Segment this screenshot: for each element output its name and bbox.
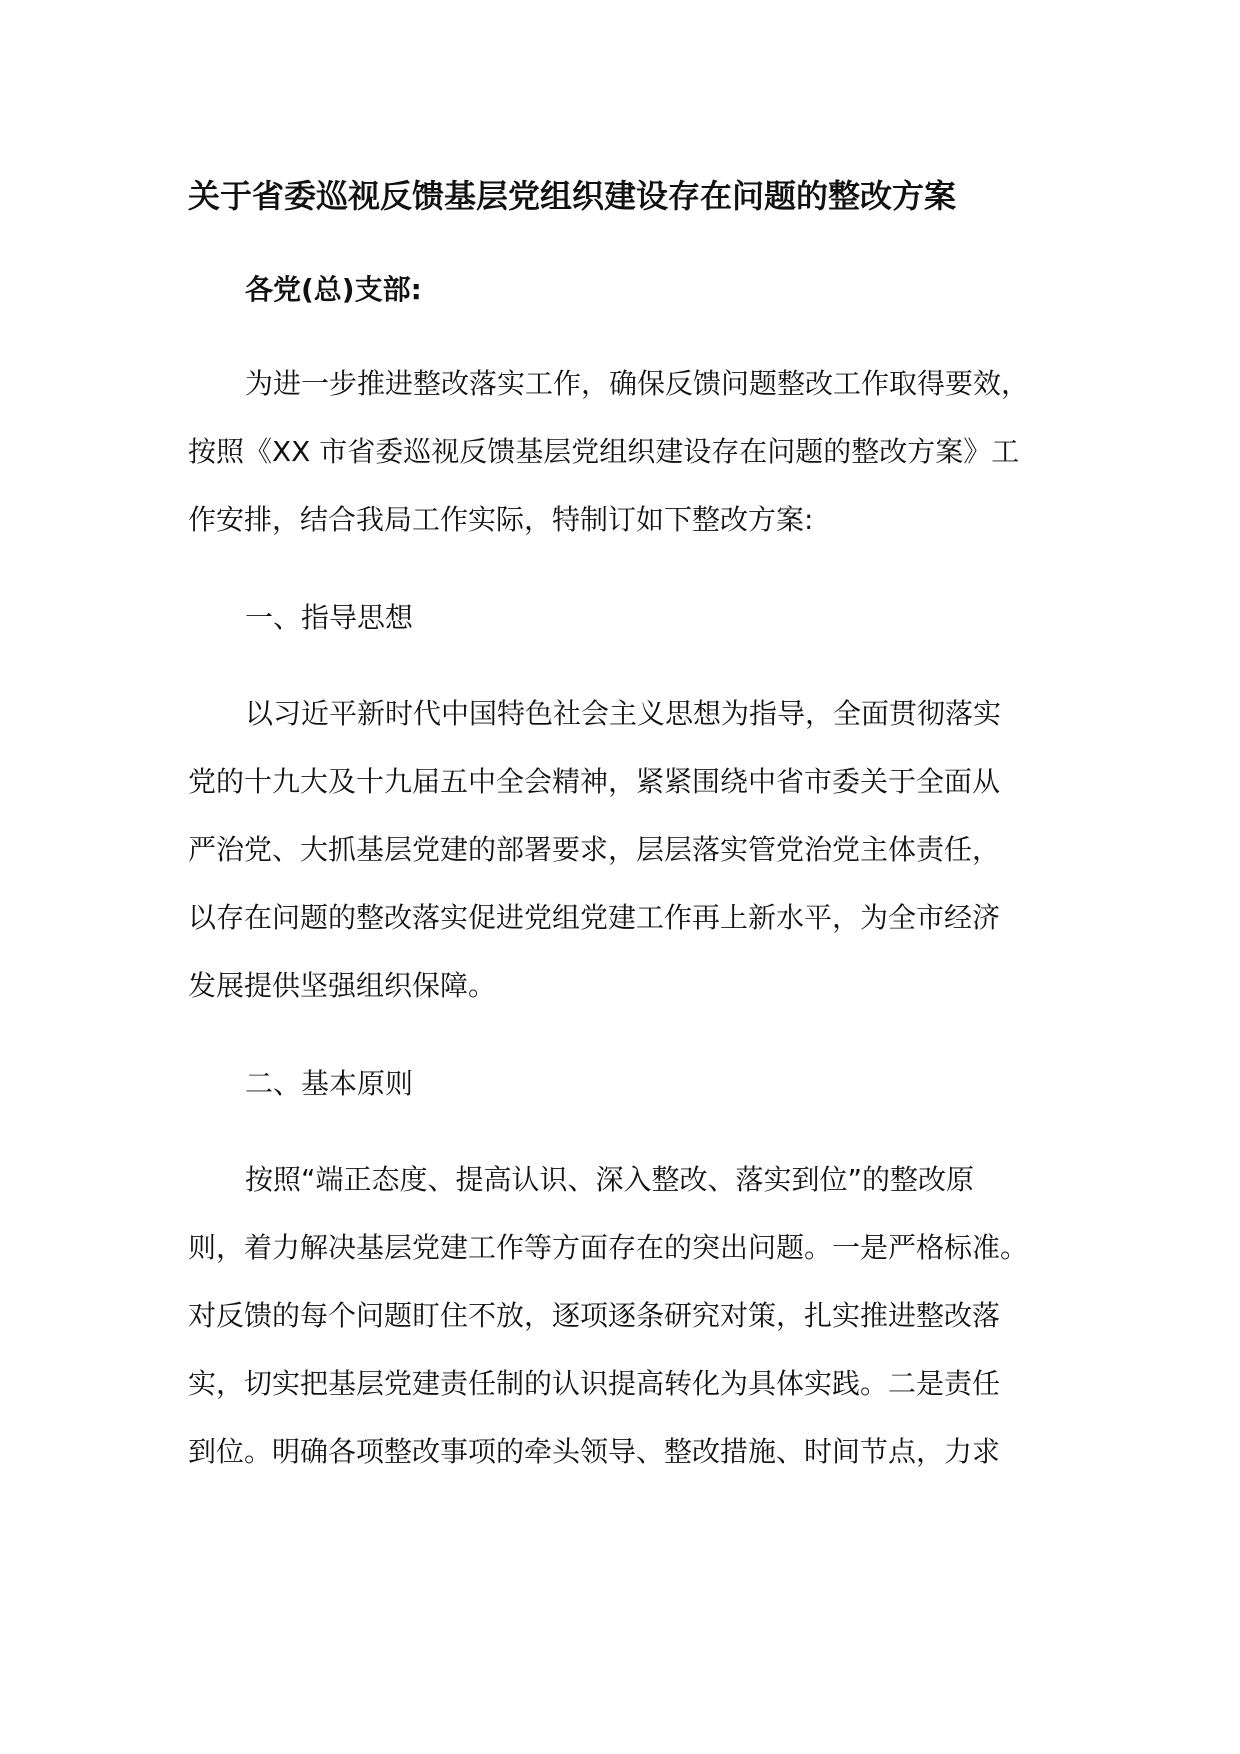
section1-line-4: 以存在问题的整改落实促进党组党建工作再上新水平，为全市经济	[188, 901, 1001, 934]
section1-line-2: 党的十九大及十九届五中全会精神，紧紧围绕中省市委关于全面从	[188, 765, 1001, 798]
intro-line-3: 作安排，结合我局工作实际，特制订如下整改方案:	[188, 503, 814, 536]
section2-line-2: 则，着力解决基层党建工作等方面存在的突出问题。一是严格标准。	[188, 1231, 1029, 1264]
section2-line-4: 实，切实把基层党建责任制的认识提高转化为具体实践。二是责任	[188, 1367, 1001, 1400]
section2-line-5: 到位。明确各项整改事项的牵头领导、整改措施、时间节点，力求	[188, 1435, 1001, 1468]
section2-line-1: 按照“端正态度、提高认识、深入整改、落实到位”的整改原	[245, 1163, 975, 1196]
section1-line-3: 严治党、大抓基层党建的部署要求，层层落实管党治党主体责任，	[188, 833, 1001, 866]
section2-heading: 二、基本原则	[245, 1067, 414, 1100]
salutation: 各党(总)支部:	[245, 273, 422, 306]
intro-line-2: 按照《XX 市省委巡视反馈基层党组织建设存在问题的整改方案》工	[188, 435, 1020, 468]
section1-line-1: 以习近平新时代中国特色社会主义思想为指导，全面贯彻落实	[245, 697, 1002, 730]
section1-line-5: 发展提供坚强组织保障。	[188, 969, 497, 1002]
intro-line-1: 为进一步推进整改落实工作，确保反馈问题整改工作取得要效，	[245, 367, 1030, 400]
section1-heading: 一、指导思想	[245, 601, 414, 634]
section2-line-3: 对反馈的每个问题盯住不放，逐项逐条研究对策，扎实推进整改落	[188, 1299, 1001, 1332]
document-title: 关于省委巡视反馈基层党组织建设存在问题的整改方案	[188, 177, 957, 215]
